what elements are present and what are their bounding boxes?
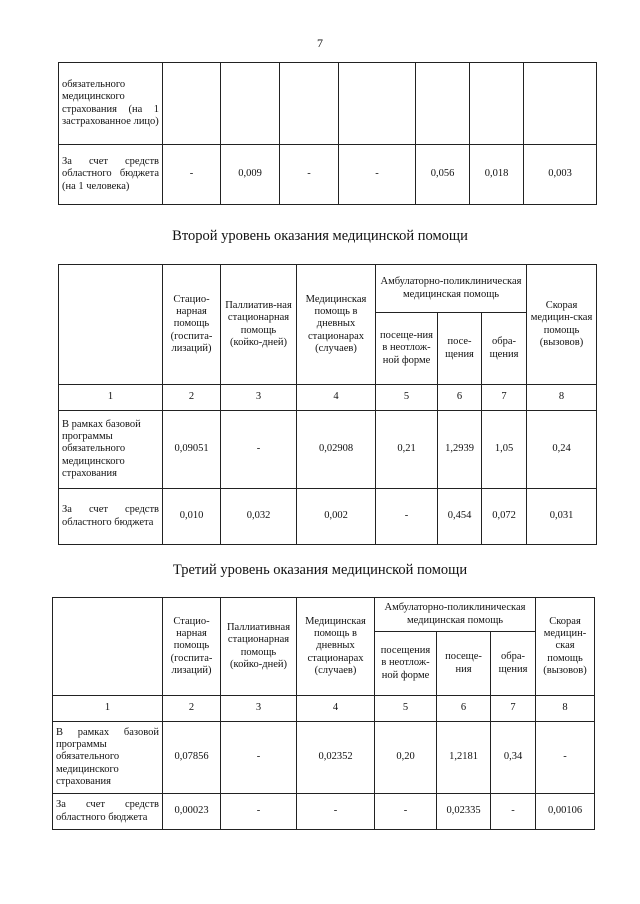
col-number: 4	[297, 696, 375, 722]
table-cell: 1,05	[482, 411, 527, 489]
table-cell	[221, 63, 280, 145]
col-number: 6	[438, 385, 482, 411]
row-label: обязательного медицинского страхования (на 1 застрахованное лицо)	[59, 63, 163, 145]
table-cell: 0,00023	[163, 794, 221, 830]
col-header: Стацио-нарная помощь (госпита-лизаций)	[163, 598, 221, 696]
section-title-third-level: Третий уровень оказания медицинской помощи	[172, 562, 468, 578]
continuation-table	[58, 62, 597, 205]
table-cell: -	[280, 145, 339, 205]
table-cell: 0,09051	[163, 411, 221, 489]
col-group-header: Амбулаторно-поликлиническая медицинская помощь	[376, 265, 527, 313]
table-cell: 0,02908	[297, 411, 376, 489]
table-cell: -	[221, 722, 297, 794]
page-number: 7	[317, 36, 323, 50]
col-header: Скорая медицин-ская помощь (вызовов)	[536, 598, 595, 696]
table-row	[59, 63, 597, 145]
table-cell: -	[491, 794, 536, 830]
table-cell: 0,072	[482, 489, 527, 545]
table-cell: 0,009	[221, 145, 280, 205]
table-cell: 0,24	[527, 411, 597, 489]
table-cell: 1,2939	[438, 411, 482, 489]
table-row	[59, 489, 597, 545]
column-number-row	[53, 696, 595, 722]
table-row	[59, 411, 597, 489]
row-label: За счет средств областного бюджета (на 1 человека)	[59, 145, 163, 205]
table-cell: 0,031	[527, 489, 597, 545]
table-cell	[280, 63, 339, 145]
col-number: 7	[482, 385, 527, 411]
table-cell	[163, 63, 221, 145]
col-number: 1	[59, 385, 163, 411]
table-row	[59, 145, 597, 205]
second-level-table	[58, 264, 597, 545]
table-cell: -	[297, 794, 375, 830]
col-subheader: посеще-ния	[437, 632, 491, 696]
row-label: За счет средств областного бюджета	[59, 489, 163, 545]
table-row	[53, 794, 595, 830]
table-cell	[524, 63, 597, 145]
col-number: 2	[163, 696, 221, 722]
table-cell: 0,002	[297, 489, 376, 545]
col-number: 8	[527, 385, 597, 411]
col-subheader: обра-щения	[491, 632, 536, 696]
row-label: За счет средств областного бюджета	[53, 794, 163, 830]
table-cell: 0,34	[491, 722, 536, 794]
table-cell: 0,07856	[163, 722, 221, 794]
col-number: 8	[536, 696, 595, 722]
table-cell: 0,21	[376, 411, 438, 489]
col-number: 4	[297, 385, 376, 411]
row-label: В рамках базовой программы обязательного медицинского страхования	[53, 722, 163, 794]
table-cell	[470, 63, 524, 145]
header-empty	[53, 598, 163, 696]
col-subheader: посе-щения	[438, 313, 482, 385]
table-cell: -	[221, 794, 297, 830]
table-cell: -	[536, 722, 595, 794]
table-cell: -	[163, 145, 221, 205]
col-header: Паллиатив-ная стационарная помощь (койко-дней)	[221, 265, 297, 385]
third-level-table	[52, 597, 595, 830]
row-label: В рамках базовой программы обязательного медицинского страхования	[59, 411, 163, 489]
table-cell: 1,2181	[437, 722, 491, 794]
table-cell: 0,454	[438, 489, 482, 545]
table-cell: 0,018	[470, 145, 524, 205]
col-header: Скорая медицин-ская помощь (вызовов)	[527, 265, 597, 385]
table-cell: 0,20	[375, 722, 437, 794]
table-cell: 0,010	[163, 489, 221, 545]
col-number: 3	[221, 385, 297, 411]
col-header: Медицинская помощь в дневных стационарах (случаев)	[297, 265, 376, 385]
col-number: 2	[163, 385, 221, 411]
col-number: 6	[437, 696, 491, 722]
table-cell: 0,02335	[437, 794, 491, 830]
table-cell: -	[221, 411, 297, 489]
section-title-second-level: Второй уровень оказания медицинской помощи	[172, 228, 468, 244]
col-subheader: посещения в неотлож-ной форме	[375, 632, 437, 696]
col-header: Стацио-нарная помощь (госпита-лизаций)	[163, 265, 221, 385]
table-cell	[339, 63, 416, 145]
table-cell: 0,032	[221, 489, 297, 545]
table-cell: -	[376, 489, 438, 545]
table-cell	[416, 63, 470, 145]
col-header: Медицинская помощь в дневных стационарах (случаев)	[297, 598, 375, 696]
column-number-row	[59, 385, 597, 411]
table-cell: -	[339, 145, 416, 205]
col-number: 5	[375, 696, 437, 722]
table-row	[53, 722, 595, 794]
col-subheader: посеще-ния в неотлож-ной форме	[376, 313, 438, 385]
col-number: 5	[376, 385, 438, 411]
col-number: 7	[491, 696, 536, 722]
col-number: 3	[221, 696, 297, 722]
table-cell: 0,02352	[297, 722, 375, 794]
table-cell: -	[375, 794, 437, 830]
col-group-header: Амбулаторно-поликлиническая медицинская помощь	[375, 598, 536, 632]
col-number: 1	[53, 696, 163, 722]
col-subheader: обра-щения	[482, 313, 527, 385]
col-header: Паллиативная стационарная помощь (койко-дней)	[221, 598, 297, 696]
header-empty	[59, 265, 163, 385]
table-cell: 0,00106	[536, 794, 595, 830]
table-cell: 0,056	[416, 145, 470, 205]
table-cell: 0,003	[524, 145, 597, 205]
